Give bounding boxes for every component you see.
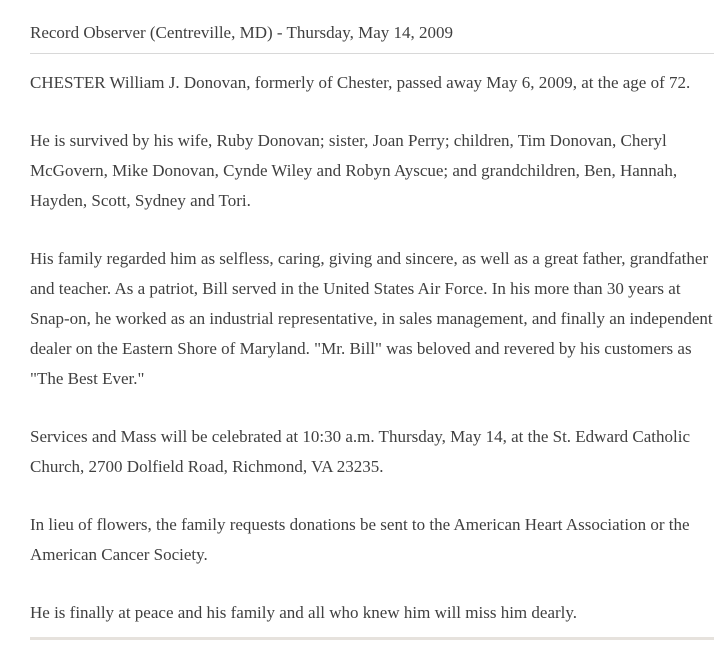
obituary-page bbox=[0, 18, 722, 658]
paragraph-donations: In lieu of flowers, the family requests donations be sent to the American Heart Association or the American Cancer Society. bbox=[30, 515, 690, 564]
source-line: Record Observer (Centreville, MD) - Thursday, May 14, 2009 bbox=[30, 23, 454, 42]
paragraph-death-notice: CHESTER William J. Donovan, formerly of Chester, passed away May 6, 2009, at the age of 72. bbox=[30, 73, 691, 92]
header-divider bbox=[30, 53, 714, 54]
paragraph-biography: His family regarded him as selfless, caring, giving and sincere, as well as a great father, grandfather and teacher. As a patriot, Bill served in the United States Air Force. In his more than 30 years at Snap-on, he worked as an industrial representative, in sales management, and finally an independent dealer on the Eastern Shore of Maryland. "Mr. Bill" was beloved and revered by his customers as "The Best Ever." bbox=[30, 249, 713, 388]
paragraph-survivors: He is survived by his wife, Ruby Donovan; sister, Joan Perry; children, Tim Donovan, Cheryl McGovern, Mike Donovan, Cynde Wiley and Robyn Ayscue; and grandchildren, Ben, Hannah, Hayden, Scott, Sydney and Tori. bbox=[30, 131, 678, 210]
article-body bbox=[30, 68, 714, 628]
source-header bbox=[30, 18, 714, 48]
paragraph-services: Services and Mass will be celebrated at 10:30 a.m. Thursday, May 14, at the St. Edward Catholic Church, 2700 Dolfield Road, Richmond, VA 23235. bbox=[30, 427, 691, 476]
paragraph-closing: He is finally at peace and his family and all who knew him will miss him dearly. bbox=[30, 603, 578, 622]
